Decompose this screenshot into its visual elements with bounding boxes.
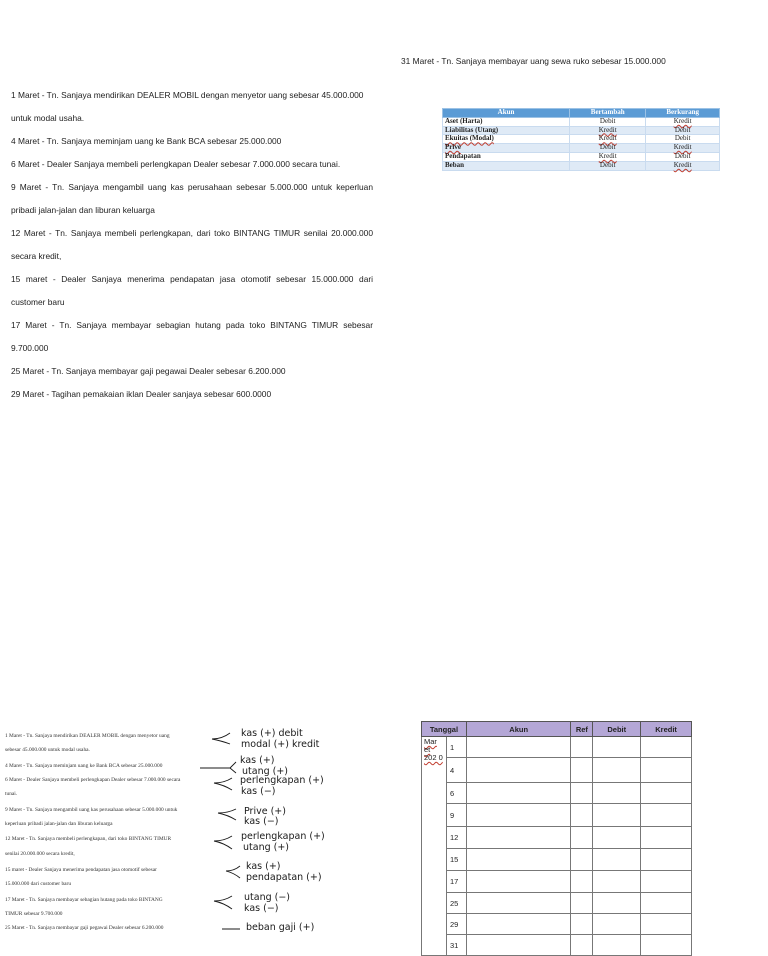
journal-cell[interactable] (571, 914, 593, 935)
journal-month-cell (422, 737, 447, 956)
journal-header-debit: Debit (593, 722, 641, 737)
table-row (422, 893, 692, 914)
rules-cell: Aset (Harta) (443, 117, 570, 126)
hand-note: utang (+) (242, 766, 289, 777)
transaction-line: 12 Maret - Tn. Sanjaya membeli perlengkapan, dari toko BINTANG TIMUR senilai 20.000.000 (11, 228, 373, 238)
rules-cell: Debit (646, 135, 720, 144)
rules-cell: Kredit (570, 152, 646, 161)
journal-cell[interactable] (466, 827, 570, 849)
journal-cell[interactable] (466, 737, 570, 758)
rules-cell: Pendapatan (443, 152, 570, 161)
notes-line: sebesar 45.000.000 untuk modal usaha. (5, 747, 90, 753)
journal-day: 1 (446, 737, 466, 758)
journal-month: Mar et 202 0 (424, 737, 443, 762)
rules-cell: Debit (646, 152, 720, 161)
transaction-line: 6 Maret - Dealer Sanjaya membeli perlengkapan Dealer sebesar 7.000.000 secara tunai. (11, 159, 341, 169)
table-row (422, 804, 692, 827)
notes-line: 6 Maret - Dealer Sanjaya membeli perlengkapan Dealer sebesar 7.000.000 secara (5, 777, 181, 783)
journal-cell[interactable] (593, 737, 641, 758)
journal-day: 25 (446, 893, 466, 914)
transaction-line: 1 Maret - Tn. Sanjaya mendirikan DEALER MOBIL dengan menyetor uang sebesar 45.000.000 (11, 90, 364, 100)
rules-cell: Ekuitas (Modal) (443, 135, 570, 144)
transaction-line: pribadi jalan-jalan dan liburan keluarga (11, 205, 155, 215)
table-row (422, 849, 692, 871)
transaction-list (11, 84, 373, 406)
transaction-line: untuk modal usaha. (11, 113, 85, 123)
hand-note: kas (−) (241, 786, 276, 797)
table-row (443, 152, 720, 161)
journal-cell[interactable] (571, 935, 593, 956)
journal-cell[interactable] (466, 804, 570, 827)
journal-cell[interactable] (466, 783, 570, 804)
journal-cell[interactable] (466, 893, 570, 914)
journal-day: 31 (446, 935, 466, 956)
notes-line: 15 maret - Dealer Sanjaya menerima pendapatan jasa otomotif sebesar (5, 867, 157, 873)
journal-day: 17 (446, 871, 466, 893)
journal-cell[interactable] (641, 827, 692, 849)
rules-cell: Debit (570, 144, 646, 153)
rules-cell: Kredit (646, 117, 720, 126)
journal-cell[interactable] (593, 804, 641, 827)
journal-header-kredit: Kredit (641, 722, 692, 737)
notes-line: 1 Maret - Tn. Sanjaya mendirikan DEALER MOBIL dengan menyetor uang (5, 733, 170, 739)
rules-cell: Kredit (570, 135, 646, 144)
journal-header-ref: Ref (571, 722, 593, 737)
rules-cell: Debit (570, 161, 646, 170)
transaction-line: 4 Maret - Tn. Sanjaya meminjam uang ke Bank BCA sebesar 25.000.000 (11, 136, 282, 146)
hand-note: kas (+) (246, 861, 281, 872)
notes-line: 15.000.000 dari customer baru (5, 881, 72, 887)
table-row (422, 914, 692, 935)
hand-note: utang (−) (244, 892, 291, 903)
rules-cell: Kredit (646, 144, 720, 153)
table-row (422, 871, 692, 893)
account-rules-table (442, 108, 720, 171)
journal-cell[interactable] (641, 893, 692, 914)
notes-line: 25 Maret - Tn. Sanjaya membayar gaji pegawai Dealer sebesar 6.200.000 (5, 925, 164, 931)
journal-cell[interactable] (593, 849, 641, 871)
transaction-line: 29 Maret - Tagihan pemakaian iklan Dealer sanjaya sebesar 600.0000 (11, 389, 272, 399)
notes-line: 4 Maret - Tn. Sanjaya meminjam uang ke Bank BCA sebesar 25.000.000 (5, 763, 163, 769)
journal-cell[interactable] (641, 914, 692, 935)
journal-cell[interactable] (593, 827, 641, 849)
journal-cell[interactable] (571, 758, 593, 783)
transaction-line: 9.700.000 (11, 343, 49, 353)
table-row (443, 117, 720, 126)
header-note: 31 Maret - Tn. Sanjaya membayar uang sewa ruko sebesar 15.000.000 (401, 56, 666, 66)
table-row (422, 935, 692, 956)
rules-cell: Kredit (646, 161, 720, 170)
transaction-line: 25 Maret - Tn. Sanjaya membayar gaji pegawai Dealer sebesar 6.200.000 (11, 366, 286, 376)
rules-cell: Liabilitas (Utang) (443, 126, 570, 135)
notes-line: tunai. (5, 791, 18, 797)
journal-cell[interactable] (571, 737, 593, 758)
journal-cell[interactable] (466, 914, 570, 935)
hand-note: perlengkapan (+) (240, 775, 324, 786)
journal-cell[interactable] (466, 935, 570, 956)
journal-cell[interactable] (593, 893, 641, 914)
journal-cell[interactable] (641, 737, 692, 758)
journal-cell[interactable] (593, 783, 641, 804)
hand-note: pendapatan (+) (246, 872, 322, 883)
journal-day: 12 (446, 827, 466, 849)
journal-cell[interactable] (571, 827, 593, 849)
rules-cell: Beban (443, 161, 570, 170)
rules-cell: Prive (443, 144, 570, 153)
handwritten-annotations (0, 725, 330, 932)
journal-day: 6 (446, 783, 466, 804)
journal-cell[interactable] (593, 914, 641, 935)
journal-cell[interactable] (571, 783, 593, 804)
journal-cell[interactable] (593, 758, 641, 783)
table-row (422, 758, 692, 783)
hand-note: perlengkapan (+) (241, 831, 325, 842)
hand-note: beban gaji (+) (246, 922, 315, 932)
table-row (443, 161, 720, 170)
notes-line: TIMUR sebesar 9.700.000 (5, 911, 63, 917)
notes-line: 9 Maret - Tn. Sanjaya mengambil uang kas perusahaan sebesar 5.000.000 untuk (5, 807, 178, 813)
rules-cell: Debit (570, 117, 646, 126)
transaction-line: customer baru (11, 297, 65, 307)
journal-cell[interactable] (571, 871, 593, 893)
transaction-line: 9 Maret - Tn. Sanjaya mengambil uang kas perusahaan sebesar 5.000.000 untuk keperluan (11, 182, 373, 192)
hand-note: kas (−) (244, 903, 279, 914)
journal-cell[interactable] (641, 871, 692, 893)
journal-header-tanggal: Tanggal (422, 722, 467, 737)
journal-cell[interactable] (641, 783, 692, 804)
notes-line: keperluan pribadi jalan-jalan dan liburan keluarga (5, 821, 113, 827)
journal-day: 4 (446, 758, 466, 783)
journal-cell[interactable] (571, 804, 593, 827)
handwritten-notes-image (0, 725, 330, 932)
journal-cell[interactable] (466, 849, 570, 871)
transaction-line: 17 Maret - Tn. Sanjaya membayar sebagian hutang pada toko BINTANG TIMUR sebesar (11, 320, 373, 330)
hand-note: kas (+) debit (241, 728, 303, 739)
table-row (422, 783, 692, 804)
notes-line: senilai 20.000.000 secara kredit, (5, 851, 75, 857)
notes-line: 17 Maret - Tn. Sanjaya membayar sebagian hutang pada toko BINTANG (5, 897, 163, 903)
rules-header-berkurang: Berkurang (646, 109, 720, 118)
journal-cell[interactable] (466, 871, 570, 893)
journal-cell[interactable] (593, 871, 641, 893)
journal-cell[interactable] (571, 849, 593, 871)
rules-header-akun: Akun (443, 109, 570, 118)
journal-cell[interactable] (571, 893, 593, 914)
hand-note: modal (+) kredit (241, 739, 320, 750)
journal-day: 9 (446, 804, 466, 827)
general-journal-table (421, 721, 692, 956)
journal-day: 29 (446, 914, 466, 935)
hand-note: kas (−) (244, 816, 279, 827)
rules-cell: Kredit (570, 126, 646, 135)
table-row (422, 737, 692, 758)
journal-cell[interactable] (466, 758, 570, 783)
transaction-line: 15 maret - Dealer Sanjaya menerima pendapatan jasa otomotif sebesar 15.000.000 dari (11, 274, 373, 284)
hand-note: kas (+) (240, 755, 275, 766)
journal-cell[interactable] (593, 935, 641, 956)
journal-day: 15 (446, 849, 466, 871)
hand-note: utang (+) (243, 842, 290, 853)
journal-cell[interactable] (641, 935, 692, 956)
rules-cell: Debit (646, 126, 720, 135)
rules-header-bertambah: Bertambah (570, 109, 646, 118)
notes-line: 12 Maret - Tn. Sanjaya membeli perlengkapan, dari toko BINTANG TIMUR (5, 836, 172, 842)
journal-cell[interactable] (641, 804, 692, 827)
journal-cell[interactable] (641, 849, 692, 871)
transaction-line: secara kredit, (11, 251, 62, 261)
hand-note: Prive (+) (244, 806, 286, 817)
journal-cell[interactable] (641, 758, 692, 783)
table-row (422, 827, 692, 849)
journal-header-akun: Akun (466, 722, 570, 737)
